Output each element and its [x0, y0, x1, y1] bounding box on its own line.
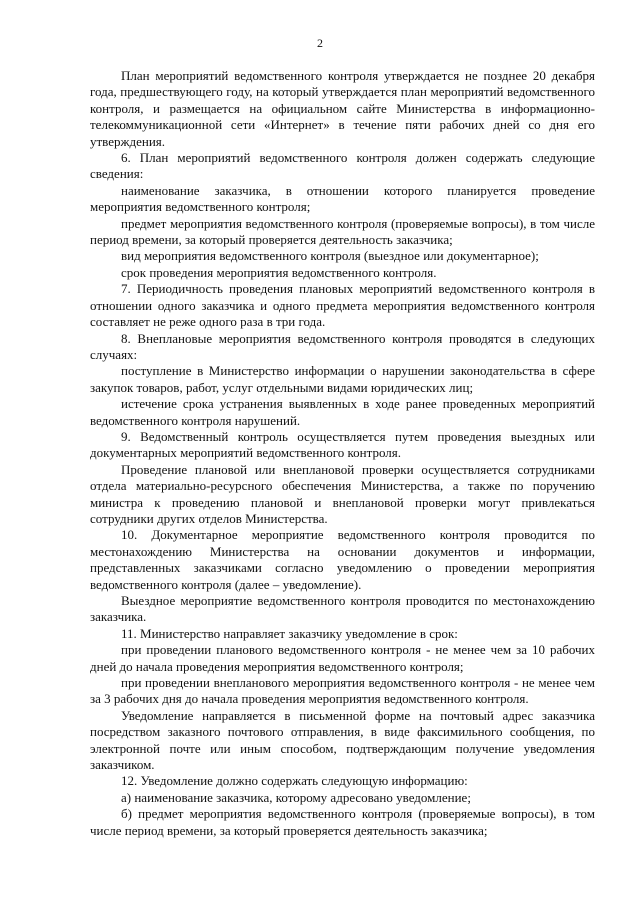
paragraph-10-documentary: 10. Документарное мероприятие ведомственного контроля проводится по местонахождению Министерства на основании документов и информации, представленных заказчиками согласно уведомлению о проведении мероприятия ведомственного контроля (далее – уведомление).: [90, 527, 595, 592]
paragraph-item-a: а) наименование заказчика, которому адресовано уведомление;: [121, 789, 471, 805]
paragraph-12-notice-contents: 12. Уведомление должно содержать следующую информацию:: [121, 773, 468, 789]
paragraph-control-term: срок проведения мероприятия ведомственного контроля.: [121, 264, 437, 280]
paragraph-planned-notice: при проведении планового ведомственного контроля - не менее чем за 10 рабочих дней до начала проведения мероприятия ведомственного контроля;: [90, 642, 595, 674]
paragraph-9-control-method: 9. Ведомственный контроль осуществляется путем проведения выездных или документарных мероприятий ведомственного контроля.: [90, 428, 595, 461]
paragraph-on-site: Выездное мероприятие ведомственного контроля проводится по местонахождению заказчика.: [90, 593, 595, 625]
paragraph-6-plan-contents: 6. План мероприятий ведомственного контроля должен содержать следующие сведения:: [90, 150, 595, 182]
paragraph-customer-name: наименование заказчика, в отношении которого планируется проведение мероприятия ведомственного контроля;: [90, 182, 595, 215]
paragraph-plan-approval: План мероприятий ведомственного контроля утверждается не позднее 20 декабря года, предшествующего году, на который утверждается план мероприятий ведомственного контроля, и размещается на официальном сайте Министерства в информационно-телекоммуникационной сети «Интернет» в течение пяти рабочих дней со дня его утверждения.: [90, 68, 595, 149]
paragraph-7-periodicity: 7. Периодичность проведения плановых мероприятий ведомственного контроля в отношении одного заказчика и одного предмета мероприятия ведомственного контроля составляет не реже одного раза в три года.: [90, 281, 595, 330]
paragraph-11-notification-term: 11. Министерство направляет заказчику уведомление в срок:: [121, 625, 458, 641]
paragraph-item-b: б) предмет мероприятия ведомственного контроля (проверяемые вопросы), в том числе период времени, за который проверяется деятельность заказчика;: [90, 806, 595, 838]
paragraph-violation-report: поступление в Министерство информации о нарушении законодательства в сфере закупок товаров, работ, услуг отдельными видами юридических лиц;: [90, 363, 595, 395]
paragraph-inspection-staff: Проведение плановой или внеплановой проверки осуществляется сотрудниками отдела материально-ресурсного обеспечения Министерства, а также по поручению министра к проведению плановой и внеплановой проверки могут привлекаться сотрудники других отделов Министерства.: [90, 461, 595, 526]
paragraph-deadline-expiry: истечение срока устранения выявленных в ходе ранее проведенных мероприятий ведомственного контроля нарушений.: [90, 396, 595, 428]
page-number: 2: [317, 36, 323, 50]
paragraph-unplanned-notice: при проведении внепланового мероприятия ведомственного контроля - не менее чем за 3 рабочих дня до начала проведения мероприятия ведомственного контроля.: [90, 675, 595, 707]
document-body: [90, 68, 595, 839]
paragraph-8-unscheduled: 8. Внеплановые мероприятия ведомственного контроля проводятся в следующих случаях:: [90, 330, 595, 362]
paragraph-control-type: вид мероприятия ведомственного контроля (выездное или документарное);: [121, 248, 539, 264]
paragraph-notice-delivery: Уведомление направляется в письменной форме на почтовый адрес заказчика посредством заказного почтового отправления, в виде факсимильного сообщения, по электронной почте или иным способом, подтверждающим получение уведомления заказчиком.: [90, 707, 595, 773]
paragraph-control-subject: предмет мероприятия ведомственного контроля (проверяемые вопросы), в том числе период времени, за который проверяется деятельность заказчика;: [90, 215, 595, 248]
